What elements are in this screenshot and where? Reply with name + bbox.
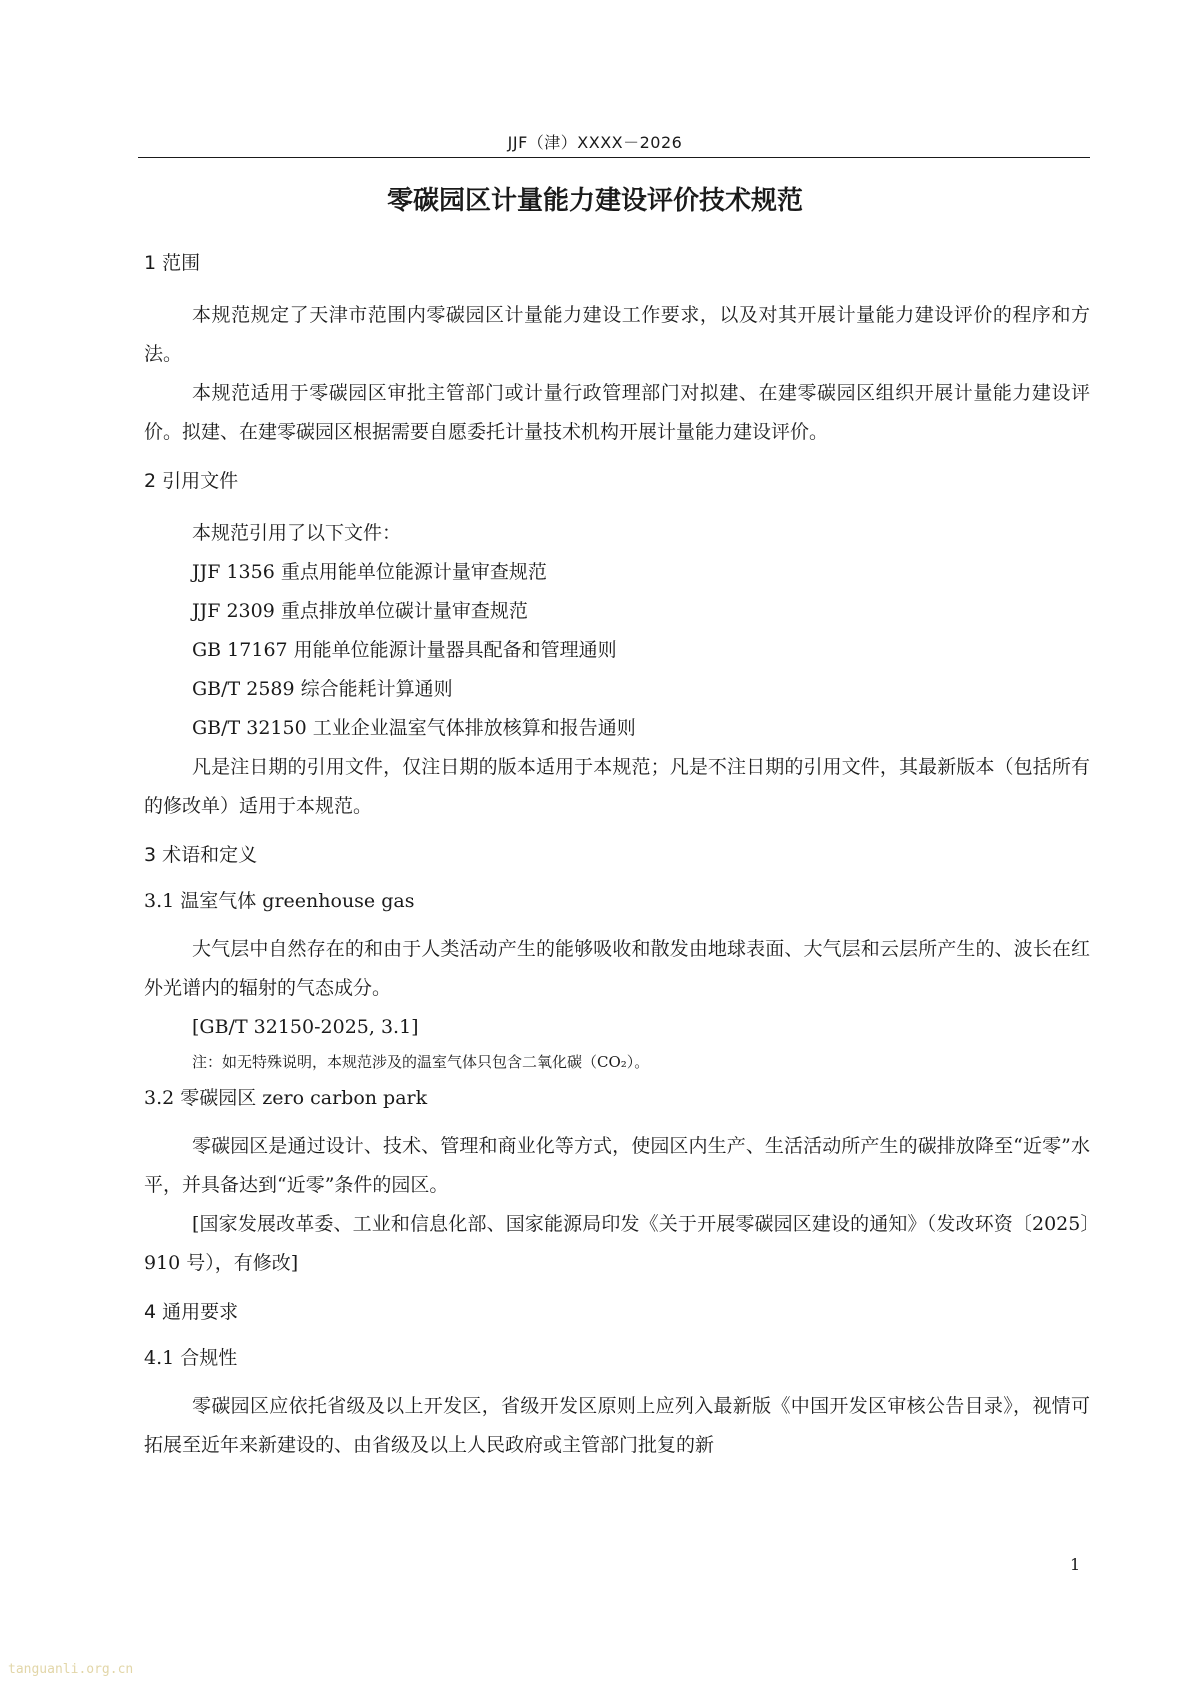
section-1-heading: 1 范围	[144, 252, 201, 274]
section-4-heading: 4 通用要求	[144, 1301, 239, 1323]
section-2-heading: 2 引用文件	[144, 470, 239, 492]
section-2-note: 凡是注日期的引用文件，仅注日期的版本适用于本规范；凡是不注日期的引用文件，其最新版本（包括所有的修改单）适用于本规范。	[144, 756, 1090, 817]
reference-item: GB/T 2589 综合能耗计算通则	[192, 678, 453, 700]
reference-item: JJF 2309 重点排放单位碳计量审查规范	[192, 600, 528, 622]
standard-code: JJF（津）XXXX－2026	[507, 133, 683, 152]
term-3-1-heading: 3.1 温室气体 greenhouse gas	[144, 890, 415, 912]
term-3-2-definition: 零碳园区是通过设计、技术、管理和商业化等方式，使园区内生产、生活活动所产生的碳排放降至“近零”水平，并具备达到“近零”条件的园区。	[144, 1135, 1090, 1196]
reference-item: JJF 1356 重点用能单位能源计量审查规范	[192, 561, 547, 583]
reference-item: GB/T 32150 工业企业温室气体排放核算和报告通则	[192, 717, 636, 739]
header-rule	[138, 157, 1090, 158]
term-3-1-note: 注：如无特殊说明，本规范涉及的温室气体只包含二氧化碳（CO₂）。	[192, 1053, 650, 1071]
subsection-4-1-heading: 4.1 合规性	[144, 1347, 238, 1369]
term-3-1-source: [GB/T 32150-2025, 3.1]	[192, 1016, 419, 1038]
watermark: tanguanli.org.cn	[8, 1662, 134, 1677]
term-3-2-source: [国家发展改革委、工业和信息化部、国家能源局印发《关于开展零碳园区建设的通知》（发改环资〔2025〕910 号），有修改]	[144, 1213, 1090, 1274]
term-3-1-definition: 大气层中自然存在的和由于人类活动产生的能够吸收和散发由地球表面、大气层和云层所产生的、波长在红外光谱内的辐射的气态成分。	[144, 938, 1090, 999]
section-1-paragraph: 本规范适用于零碳园区审批主管部门或计量行政管理部门对拟建、在建零碳园区组织开展计量能力建设评价。拟建、在建零碳园区根据需要自愿委托计量技术机构开展计量能力建设评价。	[144, 382, 1090, 443]
subsection-4-1-paragraph: 零碳园区应依托省级及以上开发区，省级开发区原则上应列入最新版《中国开发区审核公告目录》，视情可拓展至近年来新建设的、由省级及以上人民政府或主管部门批复的新	[144, 1395, 1090, 1456]
term-3-2-heading: 3.2 零碳园区 zero carbon park	[144, 1087, 428, 1109]
section-1-paragraph: 本规范规定了天津市范围内零碳园区计量能力建设工作要求，以及对其开展计量能力建设评价的程序和方法。	[144, 304, 1090, 365]
section-2-intro: 本规范引用了以下文件：	[192, 522, 402, 544]
document-body	[144, 250, 1090, 1465]
reference-item: GB 17167 用能单位能源计量器具配备和管理通则	[192, 639, 617, 661]
page-number: 1	[1070, 1555, 1081, 1574]
section-3-heading: 3 术语和定义	[144, 844, 258, 866]
document-title: 零碳园区计量能力建设评价技术规范	[386, 186, 803, 216]
